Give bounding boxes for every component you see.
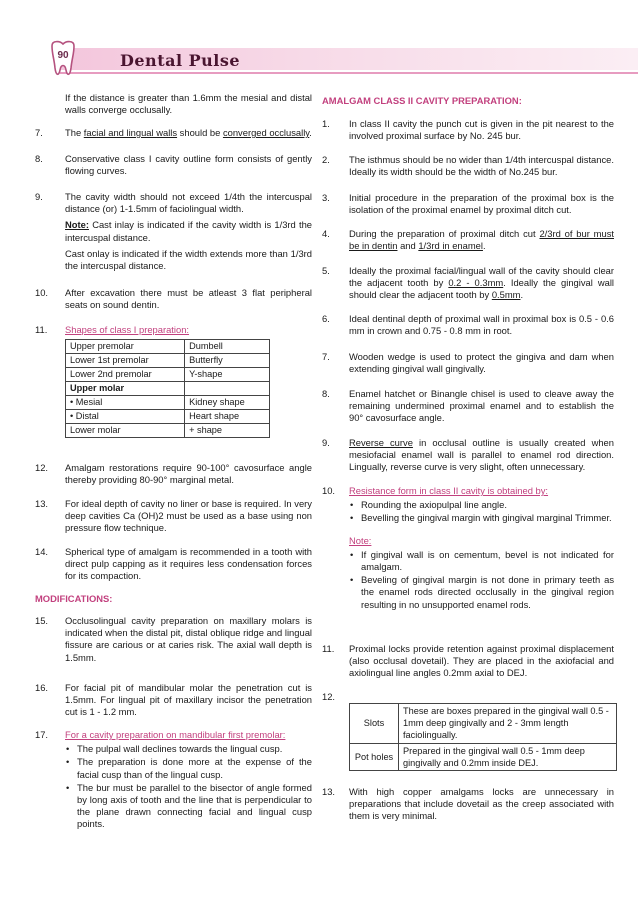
underlined-text: facial and lingual walls (83, 127, 178, 138)
item-number: 1. (322, 118, 330, 129)
item-text: Amalgam restorations require 90-100° cavosurface angle thereby providing 80-90° marginal metal. (65, 462, 312, 486)
table-row (66, 410, 270, 424)
table-cell: Pot holes (350, 743, 399, 770)
item-text: For facial pit of mandibular molar the penetration cut is 1.5mm. For lingual pit of maxillary incisor the penetration cut is 1 - 1.2 mm. (65, 682, 312, 718)
list-item: • Rounding the axiopulpal line angle. (361, 499, 614, 511)
table-row (66, 354, 270, 368)
note-paragraph (65, 219, 312, 243)
table-row (66, 396, 270, 410)
item-text (349, 265, 614, 302)
item-number: 11. (322, 643, 335, 654)
underlined-text: converged occlusally (222, 127, 310, 138)
item-text: In class II cavity the punch cut is given in the pit nearest to the involved proximal surface by No. 245 bur. (349, 118, 614, 142)
table-cell: Lower 1st premolar (66, 354, 185, 368)
text-run: During the preparation of proximal ditch cut (349, 228, 540, 239)
section-heading: Resistance form in class II cavity is obtained by: (349, 485, 549, 496)
item-number: 12. (35, 462, 49, 473)
underlined-text: 0.5mm (491, 289, 521, 301)
note-label: Note: (65, 219, 89, 231)
page-header (0, 44, 638, 74)
underlined-text: Reverse curve (349, 437, 413, 448)
table-cell: Lower 2nd premolar (66, 368, 185, 382)
onlay-text: Cast onlay is indicated if the width extends more than 1/3rd the intercuspal distance. (65, 247, 312, 272)
section-heading: Shapes of class I preparation: (65, 324, 190, 335)
table-cell: Dumbell (185, 340, 270, 354)
header-rule (60, 72, 638, 74)
bullet-list (65, 743, 312, 830)
item-text: Enamel hatchet or Binangle chisel is used to cleave away the remaining undermined proximal enamel and to establish the 90° cavosurface angle. (349, 388, 614, 424)
table-cell: Prepared in the gingival wall 0.5 - 1mm deep gingivally and 0.2mm inside DEJ. (399, 743, 617, 770)
table-row (66, 340, 270, 354)
item-text: Proximal locks provide retention against proximal displacement (also occlusal dovetail). They are placed in the axiofacial and axiolingual line angles 0.2mm axial to DEJ. (349, 643, 614, 679)
item-number: 7. (322, 351, 330, 362)
item-number: 5. (322, 265, 330, 276)
running-title: Dental Pulse (120, 51, 241, 70)
item-number: 9. (35, 191, 43, 202)
item-number: 17. (35, 729, 49, 740)
item-number: 13. (35, 498, 49, 509)
note-label: Note: (349, 534, 372, 546)
table-cell: Upper premolar (66, 340, 185, 354)
list-item: • The bur must be parallel to the bisector of angle formed by long axis of tooth and the line that is perpendicular to the plane drawn connecting facial and lingual cusp points. (77, 782, 312, 831)
item-text: Spherical type of amalgam is recommended in a tooth with direct pulp capping as it requires less condensation forces for its compaction. (65, 546, 312, 582)
item-number: 16. (35, 682, 49, 693)
item-text: Wooden wedge is used to protect the gingiva and dam when extending gingival wall gingivally. (349, 351, 614, 375)
text-run: should be (177, 127, 223, 138)
page-number: 90 (57, 50, 69, 61)
item-text (65, 127, 312, 139)
table-cell: + shape (185, 424, 270, 438)
table-row (350, 704, 617, 744)
item-text: Conservative class I cavity outline form consists of gently flowing curves. (65, 153, 312, 177)
list-item: • The pulpal wall declines towards the lingual cusp. (77, 743, 312, 755)
intro-text: If the distance is greater than 1.6mm the mesial and distal walls converge occlusally. (65, 92, 312, 116)
item-number: 3. (322, 192, 330, 203)
item-text: The isthmus should be no wider than 1/4th intercuspal distance. Ideally its width should be the width of No.245 bur. (349, 154, 614, 178)
table-cell (185, 382, 270, 396)
item-number: 8. (322, 388, 330, 399)
text-run: . Ideally the gingival wall should clear the adjacent tooth by (349, 277, 614, 301)
retention-table (349, 703, 617, 771)
shapes-table (65, 339, 270, 438)
item-number: 15. (35, 615, 49, 626)
item-number: 11. (35, 324, 48, 335)
table-cell: Upper molar (66, 382, 185, 396)
text-run: . (482, 240, 486, 252)
table-cell: Butterfly (185, 354, 270, 368)
item-number: 10. (35, 287, 49, 298)
underlined-text: 2/3rd of bur must be in dentin (349, 228, 614, 252)
item-text: With high copper amalgams locks are unnecessary in preparations that include dovetail as the creep associated with them is very minimal. (349, 786, 614, 822)
section-heading: For a cavity preparation on mandibular first premolar: (65, 729, 286, 740)
note-text: Cast inlay is indicated if the cavity width is 1/3rd the intercuspal distance. (65, 219, 312, 243)
text-run: in occlusal outline is usually created when mesiofacial enamel wall is parallel to enamel rod direction. Lingually, reverse curve is very slight, often unnecessary. (349, 437, 614, 473)
item-text (349, 437, 614, 474)
underlined-text: 1/3rd in enamel (418, 240, 483, 252)
table-row (66, 424, 270, 438)
text-run: and (397, 240, 419, 252)
table-row (66, 382, 270, 396)
table-cell: Y-shape (185, 368, 270, 382)
table-cell: These are boxes prepared in the gingival wall 0.5 - 1mm deep gingivally and 2 - 3mm length faciolingually. (399, 704, 617, 744)
list-item: • The preparation is done more at the expense of the facial cusp than of the lingual cusp. (77, 756, 312, 780)
class-ii-heading: AMALGAM CLASS II CAVITY PREPARATION: (322, 95, 522, 106)
item-number: 14. (35, 546, 49, 557)
item-number: 4. (322, 228, 330, 239)
item-text: After excavation there must be atleast 3 flat peripheral seats on sound dentin. (65, 287, 312, 311)
bullet-list (349, 499, 614, 524)
item-number: 12. (322, 691, 336, 702)
item-number: 6. (322, 313, 330, 324)
item-text: Occlusolingual cavity preparation on maxillary molars is indicated when the distal pit, distal oblique ridge and lingual fissure are carious or at caries risk. The axial wall depth is 1.5mm. (65, 615, 312, 663)
item-number: 13. (322, 786, 336, 797)
text-run: . (309, 127, 312, 138)
item-text: The cavity width should not exceed 1/4th the intercuspal distance (or) 1-1.5mm of faciolingual width. (65, 191, 312, 215)
list-item: • Beveling of gingival margin is not done in primary teeth as the enamel rods directed occlusally in the gingival region resulting in no unsupported enamel rods. (361, 574, 614, 611)
modifications-heading: MODIFICATIONS: (35, 593, 113, 604)
table-row (66, 368, 270, 382)
item-number: 8. (35, 153, 43, 164)
item-number: 2. (322, 154, 330, 165)
item-number: 10. (322, 485, 336, 496)
list-item: • If gingival wall is on cementum, bevel is not indicated for amalgam. (361, 549, 614, 573)
note-bullet-list (349, 549, 614, 611)
table-cell: Heart shape (185, 410, 270, 424)
table-cell: Kidney shape (185, 396, 270, 410)
item-text: Ideal dentinal depth of proximal wall in proximal box is 0.5 - 0.6 mm in crown and 0.75 - 0.8 mm in root. (349, 313, 614, 337)
table-cell: Slots (350, 704, 399, 744)
table-cell: Lower molar (66, 424, 185, 438)
item-text (349, 228, 614, 252)
list-item: • Bevelling the gingival margin with gingival marginal Trimmer. (361, 512, 614, 524)
text-run: Ideally the proximal facial/lingual wall of the cavity should clear the adjacent tooth by (349, 265, 614, 289)
text-run: The (65, 127, 84, 138)
table-row (350, 743, 617, 770)
item-number: 7. (35, 127, 43, 138)
item-text: Initial procedure in the preparation of the proximal box is the isolation of the proximal enamel by proximal ditch cut. (349, 192, 614, 216)
table-cell: • Distal (66, 410, 185, 424)
item-text: For ideal depth of cavity no liner or base is required. In very deep cavities Ca (OH)2 must be used as a base using non pressure flow technique. (65, 498, 312, 534)
table-cell: • Mesial (66, 396, 185, 410)
text-run: . (520, 289, 524, 301)
item-number: 9. (322, 437, 330, 448)
underlined-text: 0.2 - 0.3mm (448, 277, 504, 289)
